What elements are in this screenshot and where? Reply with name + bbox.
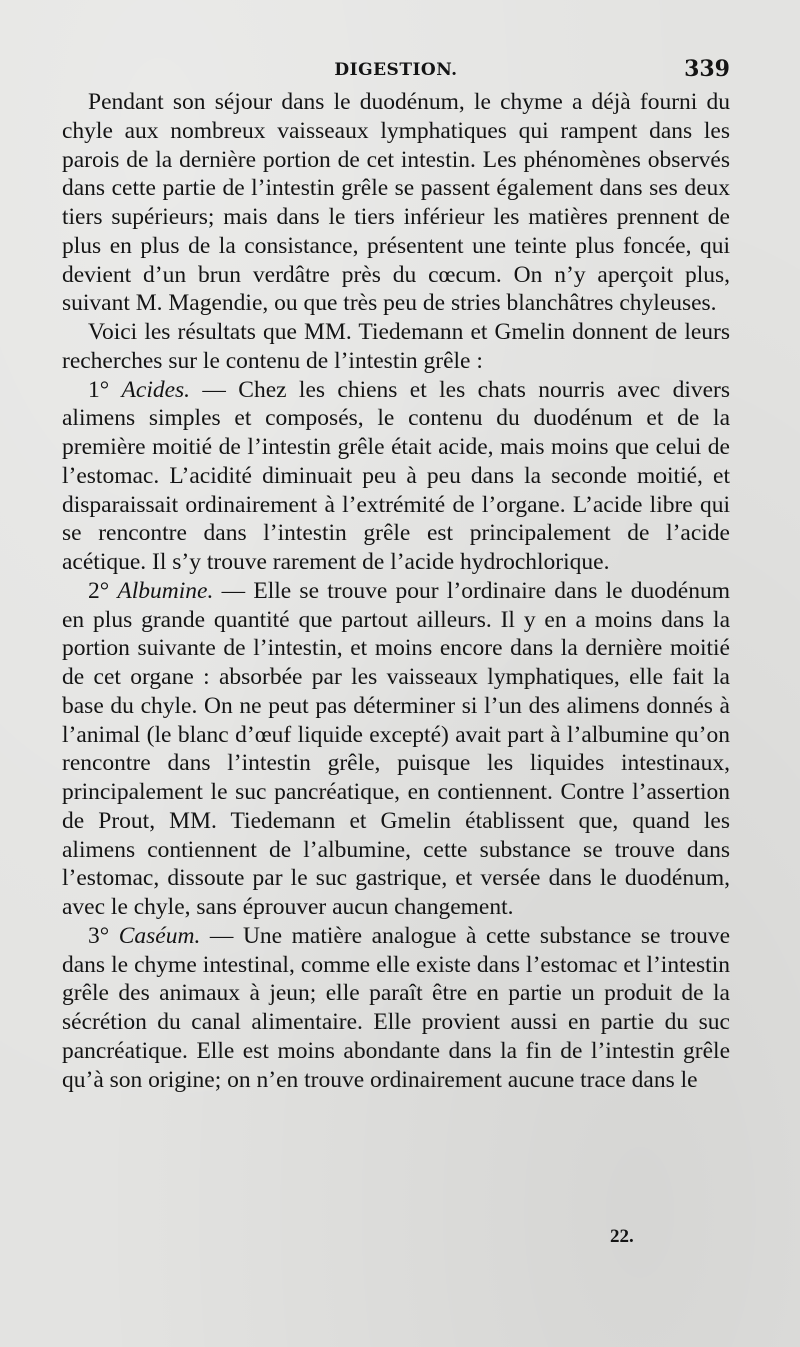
section-text: — Chez les chiens et les chats nourris avec divers alimens simples et composés, le contenu du duodénum et de la première moitié de l’intestin grêle était acide, mais moins que celui de l’estomac. L’acidité diminuait peu à peu dans la seconde moitié, et disparaissait ordinairement à l’extrémité de l’organe. L’acide libre qui se rencontre dans l’intestin grêle est principalement de l’acide acétique. Il s’y trouve rarement de l’acide hydrochlorique.: [62, 376, 731, 575]
signature-mark: 22.: [610, 1226, 634, 1247]
section-label: Albumine.: [117, 577, 214, 604]
section-number: 2°: [88, 577, 110, 604]
body-text: [62, 88, 730, 1094]
section-label: Acides.: [121, 376, 191, 403]
results-paragraph: Voici les résultats que MM. Tiedemann et Gmelin donnent de leurs recherches sur le contenu de l’intestin grêle :: [62, 319, 730, 374]
section-label: Caséum.: [118, 922, 201, 949]
section-text: — Une matière analogue à cette substance se trouve dans le chyme intestinal, comme elle existe dans l’estomac et l’intestin grêle des animaux à jeun; elle paraît être en partie un produit de la sécrétion du canal alimentaire. Elle provient aussi en partie du suc pancréatique. Elle est moins abondante dans la fin de l’intestin grêle qu’à son origine; on n’en trouve ordinairement aucune trace dans le: [62, 922, 730, 1093]
page-number: 339: [684, 56, 730, 82]
section-number: 3°: [88, 922, 110, 949]
section-acides: [62, 376, 730, 577]
section-caseum: [62, 922, 730, 1095]
section-albumine: [62, 577, 730, 922]
section-number: 1°: [88, 376, 110, 403]
running-head: [62, 56, 730, 84]
running-title: DIGESTION.: [334, 60, 458, 80]
intro-paragraph: Pendant son séjour dans le duodénum, le chyme a déjà fourni du chyle aux nombreux vaisseaux lymphatiques qui rampent dans les parois de la dernière portion de cet intestin. Les phénomènes observés dans cette partie de l’intestin grêle se passent également dans ses deux tiers supérieurs; mais dans le tiers inférieur les matières prennent de plus en plus de la consistance, présentent une teinte plus foncée, qui devient d’un brun verdâtre près du cœcum. On n’y aperçoit plus, suivant M. Magendie, ou que très peu de stries blanchâtres chyleuses.: [62, 89, 730, 317]
section-text: — Elle se trouve pour l’ordinaire dans le duodénum en plus grande quantité que partout ailleurs. Il y en a moins dans la portion suivante de l’intestin, et moins encore dans la dernière moitié de cet organe : absorbée par les vaisseaux lymphatiques, elle fait la base du chyle. On ne peut pas déterminer si l’un des alimens donnés à l’animal (le blanc d’œuf liquide excepté) avait part à l’albumine qu’on rencontre dans l’intestin grêle, puisque les liquides intestinaux, principalement le suc pancréatique, en contiennent. Contre l’assertion de Prout, MM. Tiedemann et Gmelin établissent que, quand les alimens contiennent de l’albumine, cette substance se trouve dans l’estomac, dissoute par le suc gastrique, et versée dans le duodénum, avec le chyle, sans éprouver aucun changement.: [62, 577, 731, 920]
